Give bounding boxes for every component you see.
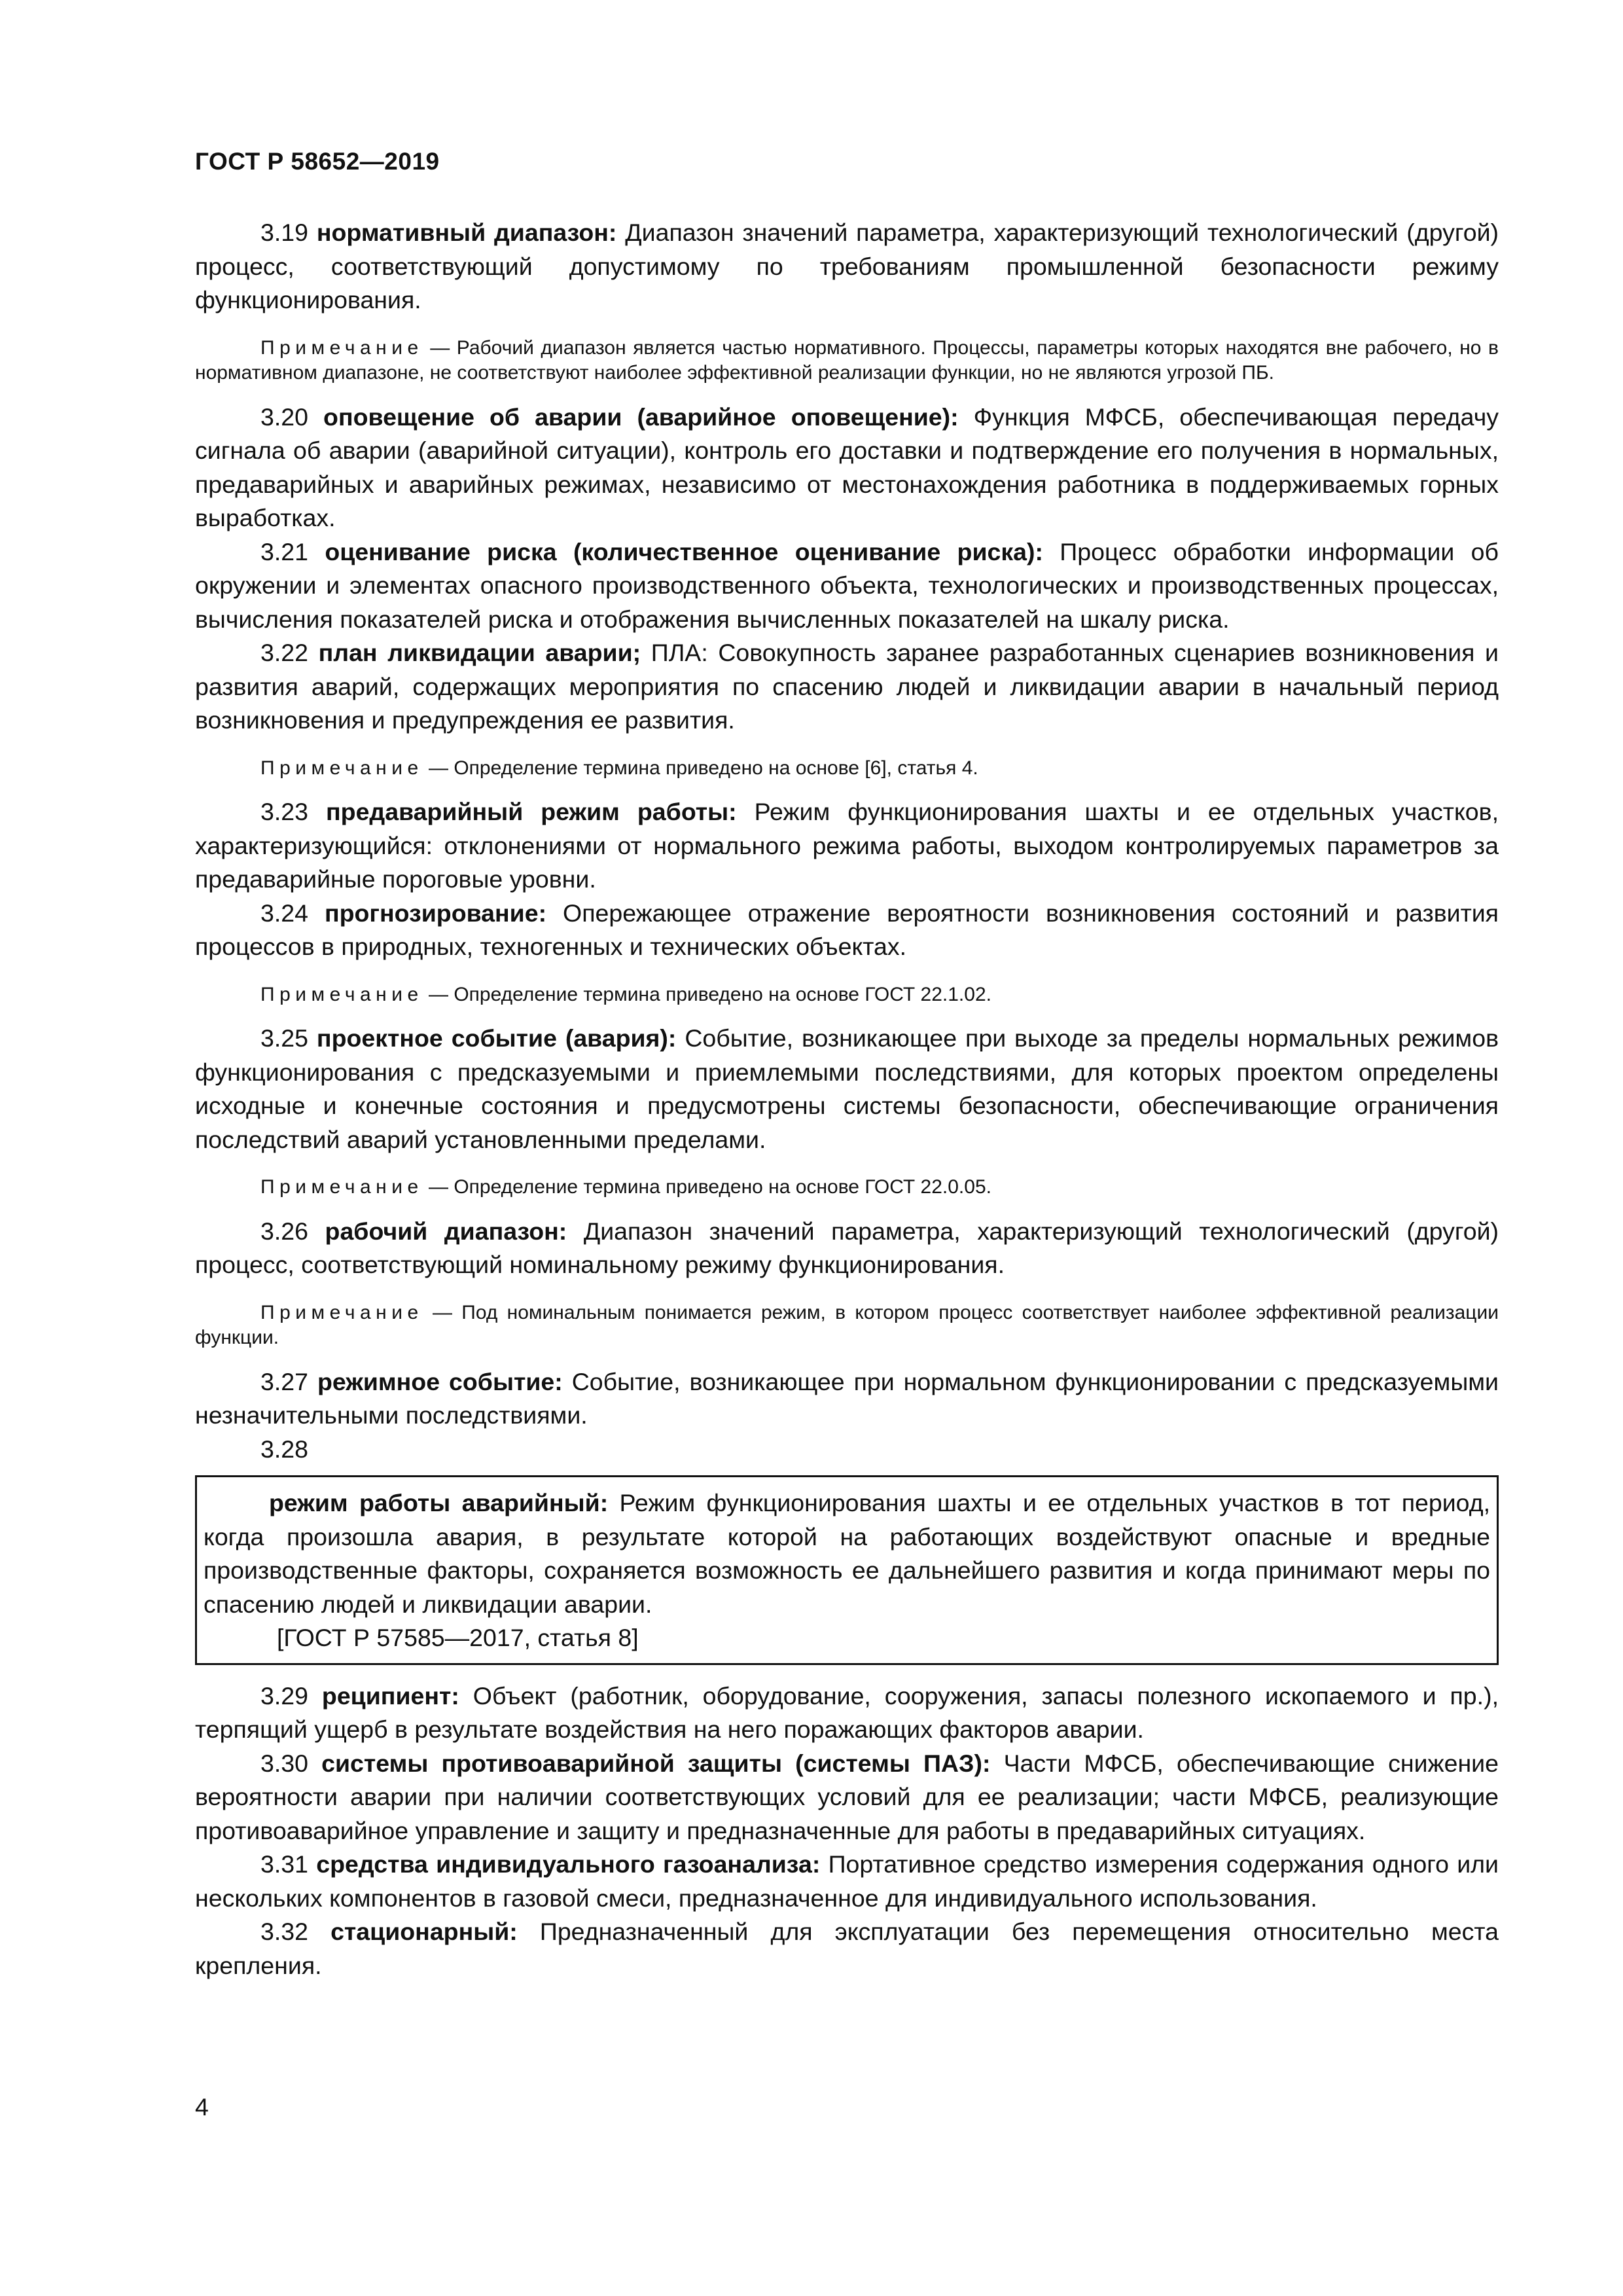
note-3-22: Примечание — Определение термина приведено на основе [6], статья 4.: [260, 757, 978, 779]
note-3-26: Примечание — Под номинальным понимается режим, в котором процесс соответствует наиболее эффективной реализации функции.: [195, 1301, 1499, 1348]
entry-3-26: 3.26 рабочий диапазон: Диапазон значений параметра, характеризующий технологический (другой) процесс, соответствующий номинальному режиму функционирования.: [195, 1217, 1499, 1278]
entry-3-20: 3.20 оповещение об аварии (аварийное оповещение): Функция МФСБ, обеспечивающая передачу сигнала об аварии (аварийной ситуации), контроль его доставки и подтверждение его получения в нормальных, предаварийных и аварийных режимах, независимо от местонахождения работника в поддерживаемых горных выработках.: [195, 403, 1499, 531]
entry-3-19: 3.19 нормативный диапазон: Диапазон значений параметра, характеризующий технологический (другой) процесс, соответствующий допустимому по требованиям промышленной безопасности режиму функционирования.: [195, 219, 1499, 314]
quoted-definition-box: [195, 1475, 1499, 1665]
entry-3-24: 3.24 прогнозирование: Опережающее отражение вероятности возникновения состояний и развития процессов в природных, техногенных и технических объектах.: [195, 899, 1499, 960]
entry-3-27: 3.27 режимное событие: Событие, возникающее при нормальном функционировании с предсказуемыми незначительными последствиями.: [195, 1367, 1499, 1429]
entry-3-25: 3.25 проектное событие (авария): Событие, возникающее при выходе за пределы нормальных режимов функционирования с предсказуемыми и приемлемыми последствиями, для которых проектом определены исходные и конечные состояния и предусмотрены системы безопасности, обеспечивающие ограничения последствий аварий установленными пределами.: [195, 1024, 1499, 1153]
note-3-25: Примечание — Определение термина приведено на основе ГОСТ 22.0.05.: [260, 1176, 991, 1198]
note-3-24: Примечание — Определение термина приведено на основе ГОСТ 22.1.02.: [260, 983, 991, 1005]
entry-3-28-number: 3.28: [260, 1435, 308, 1463]
entry-3-28: режим работы аварийный: Режим функционирования шахты и ее отдельных участков в тот период, когда произошла авария, в результате которой на работающих воздействуют опасные и вредные производственные факторы, сохраняется возможность ее дальнейшего развития и когда принимают меры по спасению людей и ликвидации аварии.: [204, 1489, 1490, 1618]
note-3-19: Примечание — Рабочий диапазон является частью нормативного. Процессы, параметры которых находятся вне рабочего, но в нормативном диапазоне, не соответствуют наиболее эффективной реализации функции, но не являются угрозой ПБ.: [195, 336, 1499, 384]
entry-3-31: 3.31 средства индивидуального газоанализа: Портативное средство измерения содержания одного или нескольких компонентов в газовой смеси, предназначенное для индивидуального использования.: [195, 1850, 1499, 1912]
entry-3-32: 3.32 стационарный: Предназначенный для эксплуатации без перемещения относительно места крепления.: [195, 1918, 1499, 1979]
entry-3-30: 3.30 системы противоаварийной защиты (системы ПАЗ): Части МФСБ, обеспечивающие снижение вероятности аварии при наличии соответствующих условий для ее реализации; части МФСБ, реализующие противоаварийное управление и защиту и предназначенные для работы в предаварийных ситуациях.: [195, 1749, 1499, 1844]
definition-source: [ГОСТ Р 57585—2017, статья 8]: [277, 1624, 639, 1651]
entry-3-23: 3.23 предаварийный режим работы: Режим функционирования шахты и ее отдельных участков, характеризующийся: отклонениями от нормального режима работы, выходом контролируемых параметров за предаварийные пороговые уровни.: [195, 798, 1499, 893]
entry-3-22: 3.22 план ликвидации аварии; ПЛА: Совокупность заранее разработанных сценариев возникновения и развития аварий, содержащих мероприятия по спасению людей и ликвидации аварии в начальный период возникновения и предупреждения ее развития.: [195, 639, 1499, 734]
definitions-body: [195, 216, 1499, 1982]
entry-3-21: 3.21 оценивание риска (количественное оценивание риска): Процесс обработки информации об окружении и элементах опасного производственного объекта, технологических и производственных процессах, вычисления показателей риска и отображения вычисленных показателей на шкалу риска.: [195, 537, 1499, 633]
page-number: 4: [195, 2093, 209, 2121]
doc-header: ГОСТ Р 58652—2019: [195, 148, 440, 175]
entry-3-29: 3.29 реципиент: Объект (работник, оборудование, сооружения, запасы полезного ископаемого и пр.), терпящий ущерб в результате воздействия на него поражающих факторов аварии.: [195, 1681, 1499, 1743]
